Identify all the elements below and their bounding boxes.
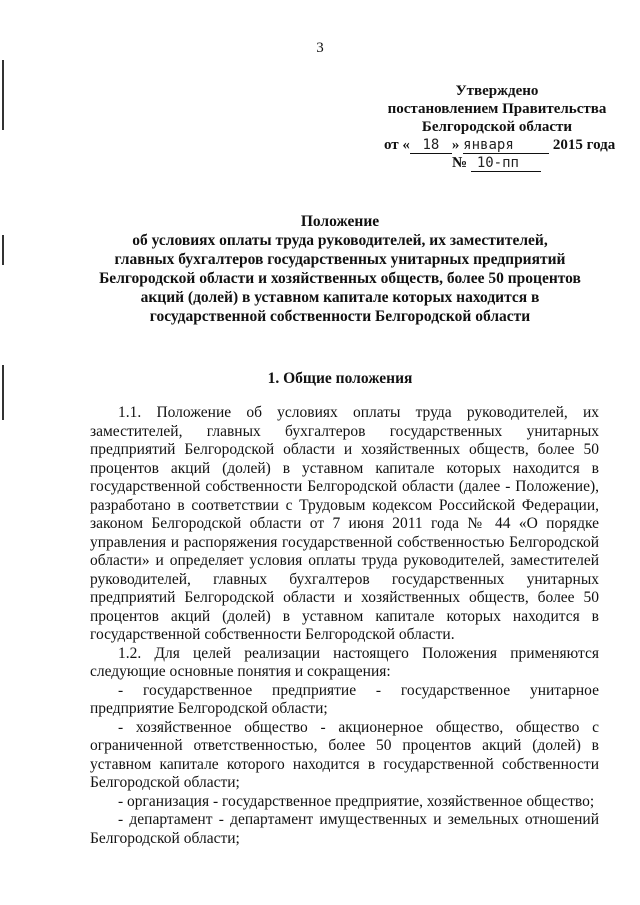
definition-item: - государственное предприятие - государственное унитарное предприятие Белгородской области; — [90, 681, 599, 717]
paragraph-1-2: 1.2. Для целей реализации настоящего Положения применяются следующие основные понятия и сокращения: — [90, 644, 599, 680]
document-title — [60, 212, 620, 326]
date-month: января — [463, 138, 549, 154]
scan-margin-mark — [2, 60, 4, 130]
date-year: 2015 года — [552, 137, 616, 153]
approval-date-line — [382, 136, 616, 154]
title-line: государственной собственности Белгородской области — [149, 308, 531, 325]
paragraph-1-1: 1.1. Положение об условиях оплаты труда руководителей, их заместителей, главных бухгалтеров государственных унитарных предприятий Белгородской области и хозяйственных обществ, более 50 процентов акций (долей) в уставном капитале которых находится в государственной собственности Белгородской области (далее - Положение), разработано в соответствии с Трудовым кодексом Российской Федерации, законом Белгородской области от 7 июня 2011 года № 44 «О порядке управления и распоряжения государственной собственностью Белгородской области» и определяет условия оплаты труда руководителей, заместителей руководителей, главных бухгалтеров государственных унитарных предприятий Белгородской области и хозяйственных обществ, более 50 процентов акций (долей) в уставном капитале которых находится в государственной собственности Белгородской области. — [90, 404, 599, 643]
definition-item: - хозяйственное общество - акционерное общество, общество с ограниченной ответственностью, более 50 процентов акций (долей) в уставном капитале которого находится в государственной собственности Белгородской области; — [90, 718, 599, 791]
title-line: об условиях оплаты труда руководителей, их заместителей, — [132, 232, 548, 249]
date-sep: » — [451, 137, 460, 153]
definition-item: - организация - государственное предприятие, хозяйственное общество; — [118, 792, 595, 810]
date-day: 18 — [410, 138, 452, 154]
scan-margin-mark — [2, 365, 4, 420]
approval-stamp — [382, 82, 616, 172]
approval-number-line — [382, 154, 612, 172]
definition-item: - департамент - департамент имущественных и земельных отношений Белгородской области; — [90, 811, 599, 847]
title-line: главных бухгалтеров государственных унитарных предприятий — [114, 251, 566, 268]
approval-line-1: Утверждено — [455, 83, 539, 99]
date-prefix: от « — [384, 137, 410, 153]
approval-line-3: Белгородской области — [421, 119, 573, 135]
document-body — [90, 404, 599, 848]
approval-line-2: постановлением Правительства — [387, 101, 607, 117]
section-heading: 1. Общие положения — [267, 370, 413, 387]
scan-margin-mark — [2, 235, 4, 265]
title-line: Положение — [300, 213, 380, 230]
page-number: 3 — [316, 40, 324, 56]
title-line: акций (долей) в уставном капитале которых находится в — [140, 289, 540, 306]
title-line: Белгородской области и хозяйственных обществ, более 50 процентов — [99, 270, 581, 287]
document-number: 10-пп — [471, 156, 541, 172]
number-prefix: № — [452, 155, 468, 171]
